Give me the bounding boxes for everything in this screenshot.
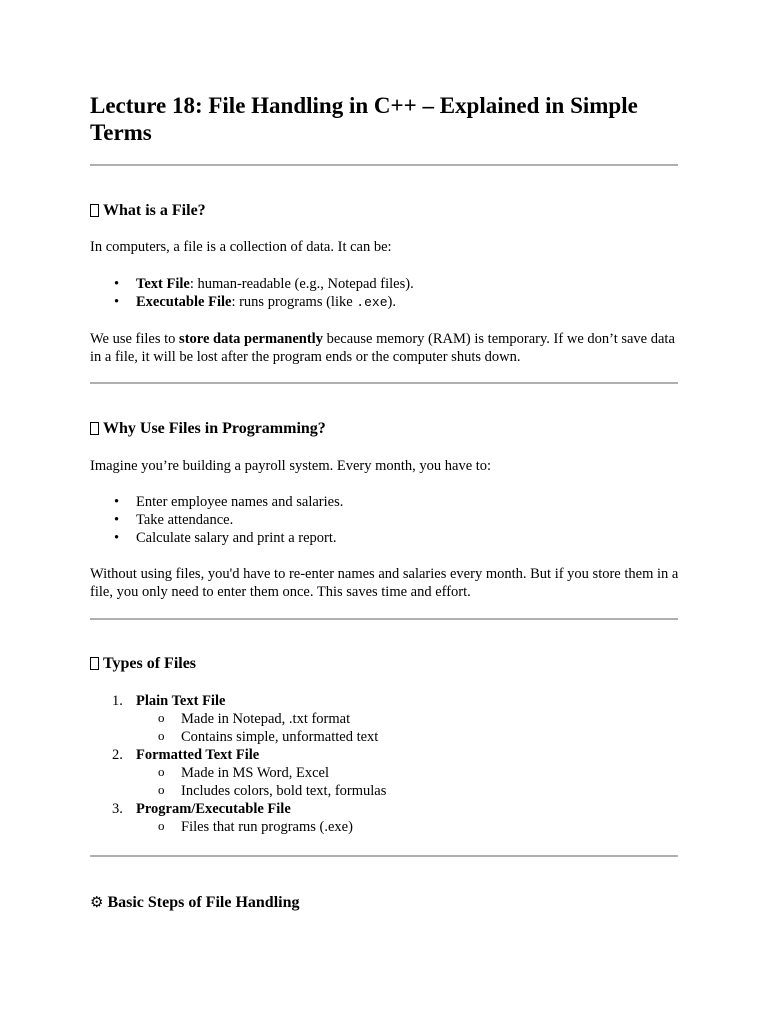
sub-list-item: o Files that run programs (.exe) bbox=[158, 818, 353, 835]
divider bbox=[90, 618, 678, 620]
numbered-list bbox=[90, 692, 682, 836]
list-item: • Calculate salary and print a report. bbox=[90, 529, 682, 547]
section-heading-why-files: Why Use Files in Programming? bbox=[90, 419, 326, 439]
divider bbox=[90, 164, 678, 166]
bullet-list bbox=[90, 275, 682, 312]
section-heading-basic-steps: ⚙ Basic Steps of File Handling bbox=[90, 893, 300, 911]
section-heading-what-is-file: What is a File? bbox=[90, 201, 206, 221]
sub-list-item: o Made in Notepad, .txt format bbox=[158, 710, 351, 727]
paragraph: Imagine you’re building a payroll system. Every month, you have to: bbox=[90, 458, 492, 474]
paragraph: Without using files, you'd have to re-enter names and salaries every month. But if you store them in a file, you only need to enter them once. This saves time and effort. bbox=[90, 566, 679, 600]
list-item: 2. Formatted Text File bbox=[112, 747, 260, 763]
page-title: Lecture 18: File Handling in C++ – Explained in Simple Terms bbox=[90, 93, 638, 145]
bullet-list bbox=[90, 493, 682, 547]
paragraph: In computers, a file is a collection of data. It can be: bbox=[90, 239, 392, 255]
divider bbox=[90, 382, 678, 384]
list-item: 1. Plain Text File bbox=[112, 693, 226, 709]
missing-glyph-icon bbox=[90, 201, 99, 221]
list-item: • Enter employee names and salaries. bbox=[90, 493, 682, 511]
sub-list-item: o Contains simple, unformatted text bbox=[158, 728, 379, 745]
gear-icon: ⚙ bbox=[90, 893, 104, 911]
sub-list-item: o Includes colors, bold text, formulas bbox=[158, 782, 387, 799]
divider bbox=[90, 855, 678, 857]
paragraph: We use files to store data permanently because memory (RAM) is temporary. If we don’t save data in a file, it will be lost after the program ends or the computer shuts down. bbox=[90, 331, 675, 365]
list-item: • Take attendance. bbox=[90, 511, 682, 529]
list-item: • Text File: human-readable (e.g., Notepad files). bbox=[90, 275, 682, 293]
missing-glyph-icon bbox=[90, 419, 99, 439]
list-item: 3. Program/Executable File bbox=[112, 801, 291, 817]
section-heading-types: Types of Files bbox=[90, 654, 196, 674]
missing-glyph-icon bbox=[90, 654, 99, 674]
list-item: • Executable File: runs programs (like .exe). bbox=[90, 293, 682, 312]
sub-list-item: o Made in MS Word, Excel bbox=[158, 764, 329, 781]
